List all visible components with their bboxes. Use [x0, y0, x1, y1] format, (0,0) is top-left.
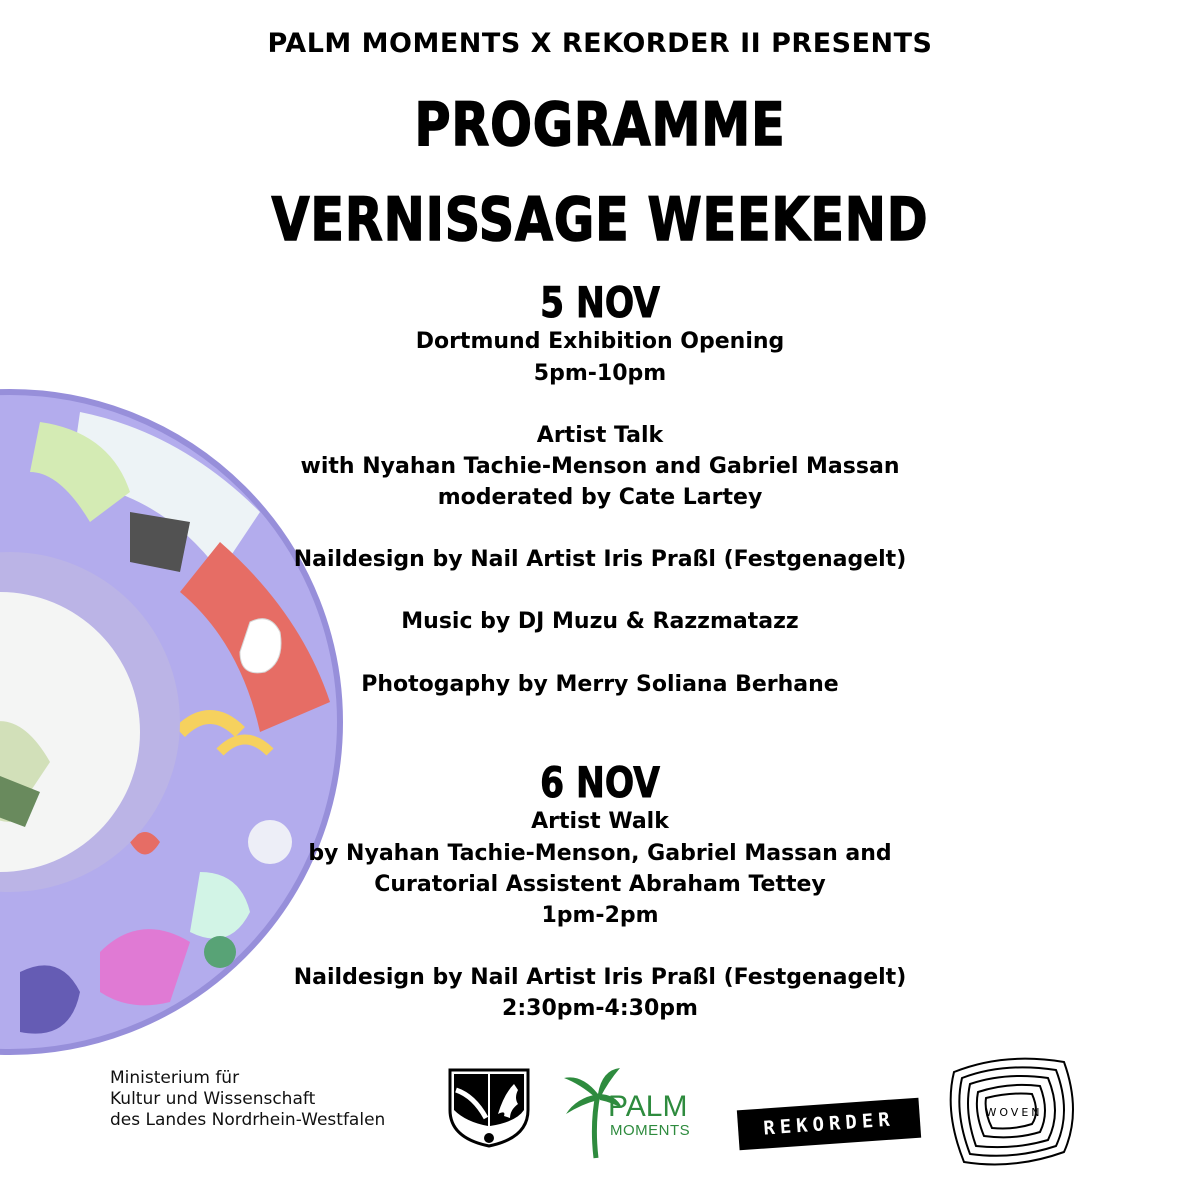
- palm-moments-logo: [562, 1064, 712, 1164]
- day2-item: Artist Walk: [531, 809, 669, 834]
- page-title-programme: PROGRAMME: [414, 90, 786, 160]
- ministry-credit: [110, 1068, 385, 1131]
- day1-item: moderated by Cate Lartey: [437, 485, 763, 510]
- presents-line: PALM MOMENTS X REKORDER II PRESENTS: [267, 28, 933, 59]
- palm-logo-text: PALM: [608, 1090, 688, 1123]
- moments-logo-text: MOMENTS: [610, 1122, 691, 1139]
- day1-item: Music by DJ Muzu & Razzmatazz: [401, 609, 799, 634]
- day1-date: 5 NOV: [540, 278, 660, 327]
- day2-date: 6 NOV: [540, 758, 660, 807]
- woven-logo-text: WOVEN: [985, 1106, 1043, 1119]
- nrw-coat-of-arms-logo: [446, 1066, 532, 1152]
- day2-item: Curatorial Assistent Abraham Tettey: [374, 872, 826, 897]
- ministry-line: des Landes Nordrhein-Westfalen: [110, 1110, 386, 1130]
- day2-item: by Nyahan Tachie-Menson, Gabriel Massan and: [308, 841, 892, 866]
- day1-item: Photogaphy by Merry Soliana Berhane: [361, 672, 839, 697]
- day1-item: Artist Talk: [536, 423, 664, 448]
- day1-item: 5pm-10pm: [533, 361, 667, 386]
- day2-item: 1pm-2pm: [541, 903, 659, 928]
- ministry-line: Kultur und Wissenschaft: [110, 1089, 316, 1109]
- page-title-vernissage: VERNISSAGE WEEKEND: [271, 185, 929, 255]
- day1-item: Dortmund Exhibition Opening: [415, 329, 785, 354]
- rekorder-logo: [737, 1098, 921, 1151]
- ministry-line: Ministerium für: [110, 1068, 240, 1088]
- day1-item: with Nyahan Tachie-Menson and Gabriel Massan: [300, 454, 900, 479]
- day2-item: 2:30pm-4:30pm: [502, 996, 698, 1021]
- day1-item: Naildesign by Nail Artist Iris Praßl (Festgenagelt): [293, 547, 907, 572]
- woven-logo: [944, 1052, 1084, 1174]
- rekorder-logo-text: REKORDER: [762, 1108, 896, 1140]
- day2-item: Naildesign by Nail Artist Iris Praßl (Festgenagelt): [293, 965, 907, 990]
